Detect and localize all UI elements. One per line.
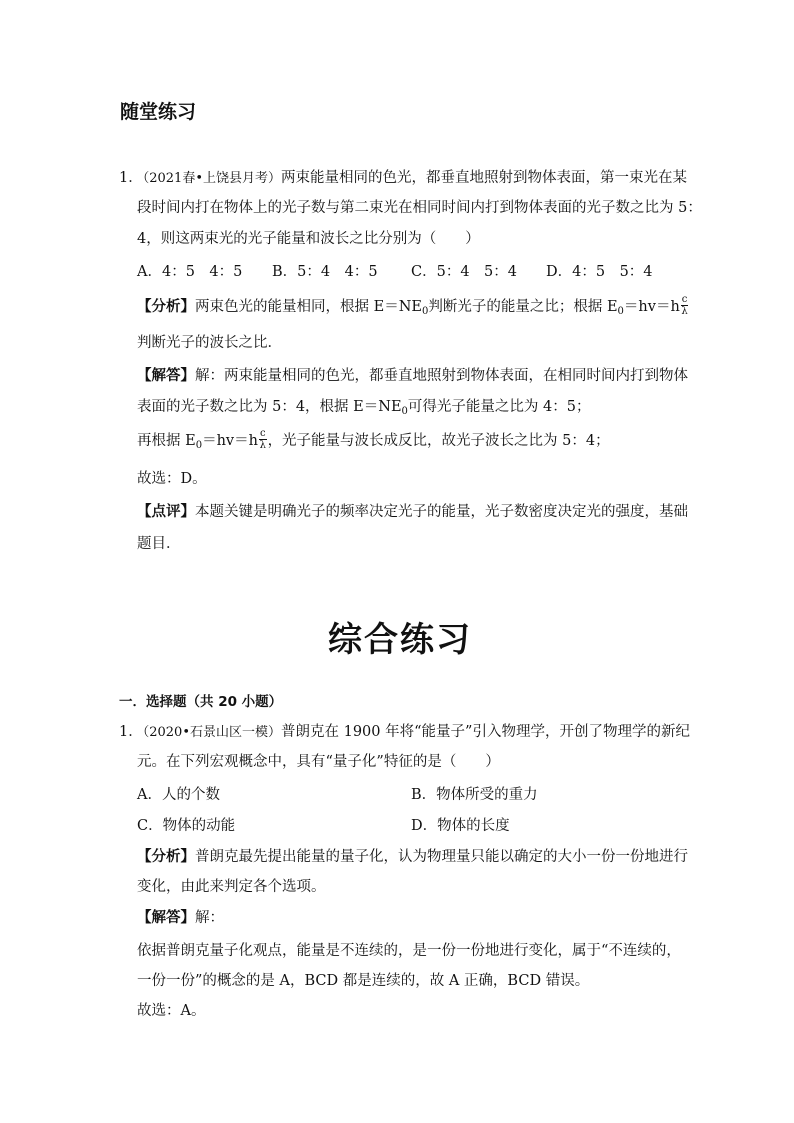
- analysis-line-2: 变化，由此来判定各个选项。: [137, 879, 326, 895]
- question-2-line-2: 元。在下列宏观概念中，具有“量子化”特征的是（ ）: [137, 754, 500, 770]
- fraction-c-over-lambda: [259, 429, 267, 451]
- question-source: （2020•石景山区一模）: [142, 725, 281, 740]
- comment-text: 本题关键是明确光子的频率决定光子的能量，光子数密度决定光的强度，基础: [195, 504, 688, 520]
- solution-line-2: [137, 397, 590, 422]
- question-1-line-1: [119, 168, 687, 189]
- solution-line-3: 一份一份”的概念的是 A，BCD 都是连续的，故 A 正确，BCD 错误。: [137, 973, 590, 989]
- analysis-tag: 【分析】: [137, 849, 195, 865]
- fraction-c-over-lambda: [681, 295, 689, 317]
- question-1-line-3: 4，则这两束光的光子能量和波长之比分别为（ ）: [137, 231, 480, 247]
- solution-text: 解：两束能量相同的色光，都垂直地照射到物体表面，在相同时间内打到物体: [195, 368, 688, 384]
- option-c: C．5：4 5：4: [411, 264, 517, 280]
- analysis-text: 两束色光的能量相同，根据 E＝NE: [195, 299, 422, 315]
- question-number: 1．: [119, 724, 143, 740]
- answer-line: 故选：D。: [137, 471, 207, 487]
- analysis-text: ＝hv＝h: [623, 299, 680, 315]
- analysis-text: 判断光子的能量之比；根据 E: [428, 299, 618, 315]
- question-1-line-2: 段时间内打在物体上的光子数与第二束光在相同时间内打到物体表面的光子数之比为 5：: [137, 200, 702, 216]
- solution-text: ＝hv＝h: [202, 433, 258, 449]
- question-text: 两束能量相同的色光，都垂直地照射到物体表面，第一束光在某: [281, 170, 687, 186]
- solution-text: 可得光子能量之比为 4：5；: [407, 399, 591, 415]
- fraction-numerator: c: [681, 294, 688, 305]
- option-b: B．5：4 4：5: [272, 264, 378, 280]
- option-a: A．人的个数: [137, 787, 220, 803]
- analysis-tag: 【分析】: [137, 299, 195, 315]
- solution-tag: 【解答】: [137, 910, 195, 926]
- comment-line-2: 题目．: [137, 536, 181, 552]
- question-text: 普朗克在 1900 年将“能量子”引入物理学，开创了物理学的新纪: [281, 724, 690, 740]
- section-title-comprehensive: 综合练习: [328, 620, 472, 660]
- solution-line-3: [137, 430, 610, 456]
- option-d: D．物体的长度: [411, 818, 510, 834]
- solution-line-1: [137, 366, 688, 386]
- fraction-numerator: c: [259, 428, 266, 439]
- question-number: 1．: [119, 170, 143, 186]
- solution-text: 表面的光子数之比为 5：4，根据 E＝NE: [137, 399, 402, 415]
- fraction-denominator: λ: [259, 440, 266, 451]
- comment-line-1: [137, 502, 688, 522]
- analysis-line-1: [137, 847, 688, 867]
- analysis-text: 普朗克最先提出能量的量子化，认为物理量只能以确定的大小一份一份地进行: [195, 849, 688, 865]
- option-d: D．4：5 5：4: [546, 264, 653, 280]
- option-a: A．4：5 4：5: [137, 264, 243, 280]
- comment-tag: 【点评】: [137, 504, 195, 520]
- solution-text: 解：: [195, 910, 224, 926]
- analysis-line-1: [137, 296, 689, 322]
- solution-text: ，光子能量与波长成反比，故光子波长之比为 5：4；: [267, 433, 610, 449]
- question-source: （2021春•上饶县月考）: [142, 171, 281, 186]
- answer-line: 故选：A。: [137, 1003, 206, 1019]
- subscript: 0: [401, 406, 408, 417]
- section-heading: 一．选择题（共 20 小题）: [119, 694, 283, 710]
- subscript: 0: [617, 306, 624, 317]
- solution-line-1: [137, 908, 224, 928]
- solution-text: 再根据 E: [137, 433, 196, 449]
- fraction-denominator: λ: [681, 306, 688, 317]
- subscript: 0: [195, 440, 203, 451]
- solution-line-2: 依据普朗克量子化观点，能量是不连续的，是一份一份地进行变化，属于“不连续的，: [137, 943, 681, 959]
- question-2-line-1: [119, 722, 690, 743]
- option-b: B．物体所受的重力: [411, 787, 538, 803]
- analysis-line-2: 判断光子的波长之比．: [137, 335, 282, 351]
- solution-tag: 【解答】: [137, 368, 195, 384]
- option-c: C．物体的动能: [137, 818, 236, 834]
- section-title-practice: 随堂练习: [120, 101, 197, 123]
- subscript: 0: [421, 306, 429, 317]
